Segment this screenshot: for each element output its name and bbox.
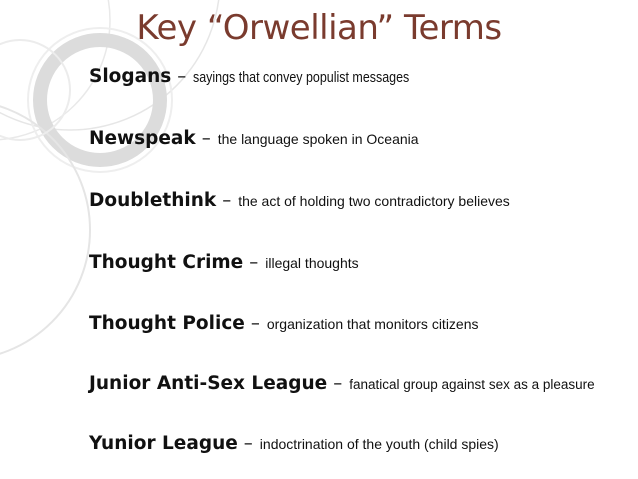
term-name: Newspeak — [89, 128, 196, 149]
term-definition: the language spoken in Oceania — [217, 131, 419, 147]
slide-title: Key “Orwellian” Terms — [136, 8, 502, 48]
term-definition: sayings that convey populist messages — [193, 70, 410, 86]
term-item — [89, 252, 359, 273]
term-definition: the act of holding two contradictory believes — [238, 193, 510, 209]
term-item — [89, 66, 445, 87]
term-item — [89, 373, 595, 394]
term-separator: – — [333, 373, 343, 394]
term-separator: – — [250, 313, 260, 334]
term-definition: organization that monitors citizens — [266, 316, 479, 332]
term-name: Yunior League — [89, 433, 238, 454]
term-separator: – — [243, 433, 253, 454]
term-name: Thought Crime — [89, 252, 244, 273]
term-definition: fanatical group against sex as a pleasure — [349, 377, 595, 392]
term-name: Slogans — [89, 66, 172, 87]
term-definition: illegal thoughts — [265, 255, 359, 271]
term-separator: – — [222, 190, 232, 211]
term-name: Junior Anti-Sex League — [89, 373, 328, 394]
term-name: Doublethink — [89, 190, 217, 211]
term-item — [89, 190, 510, 211]
term-separator: – — [249, 252, 259, 273]
term-item — [89, 128, 419, 149]
term-separator: – — [201, 128, 211, 149]
term-definition: indoctrination of the youth (child spies) — [259, 436, 499, 452]
term-item — [89, 313, 479, 334]
term-item — [89, 433, 499, 454]
term-name: Thought Police — [89, 313, 245, 334]
term-separator: – — [177, 66, 187, 87]
